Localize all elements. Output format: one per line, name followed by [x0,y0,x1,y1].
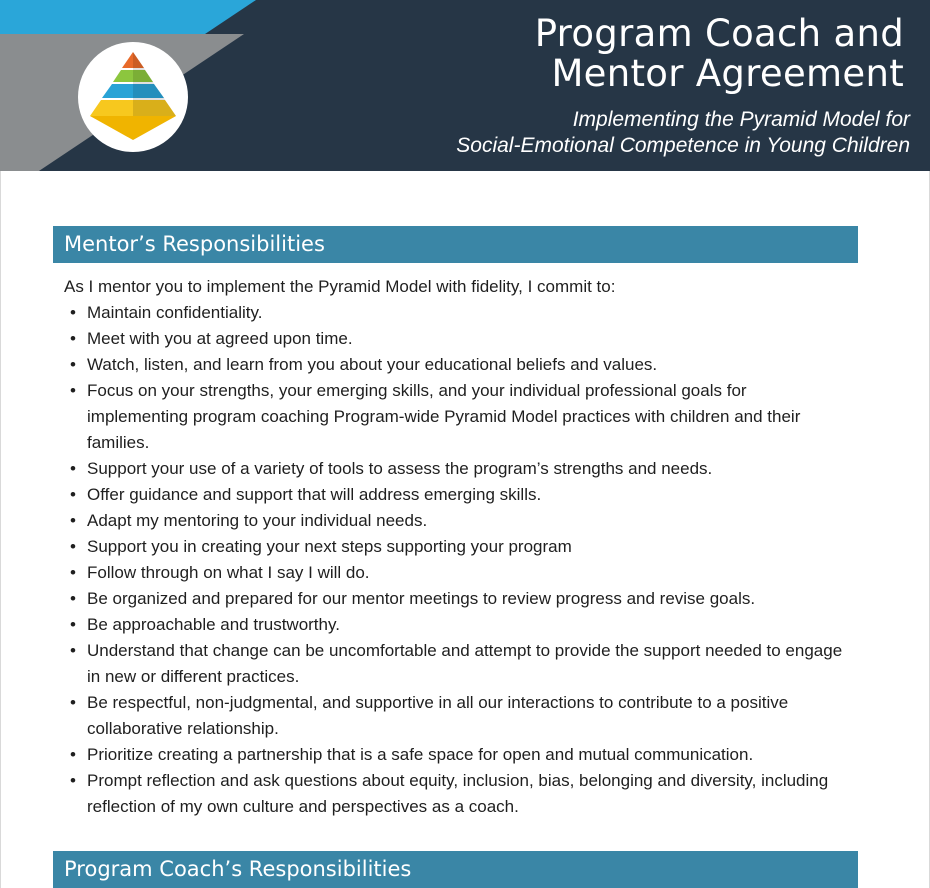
program-coach-responsibilities-heading: Program Coach’s Responsibilities [53,851,858,888]
mentor-intro-text: As I mentor you to implement the Pyramid Model with fidelity, I commit to: [64,277,616,296]
document-subtitle-line-2: Social-Emotional Competence in Young Children [456,134,910,157]
mentor-responsibilities-heading: Mentor’s Responsibilities [53,226,858,263]
list-item: • Maintain confidentiality. [64,300,844,326]
document-header [0,0,930,171]
document-subtitle-line-1: Implementing the Pyramid Model for [572,108,910,131]
pyramid-model-logo-icon [78,42,188,152]
list-item: • Be organized and prepared for our mentor meetings to review progress and revise goals. [64,586,844,612]
mentor-responsibilities-content [64,274,844,820]
list-item: • Be respectful, non-judgmental, and supportive in all our interactions to contribute to a positive collaborative relationship. [64,690,844,742]
list-item: • Focus on your strengths, your emerging skills, and your individual professional goals for implementing program coaching Program-wide Pyramid Model practices with children and their families. [64,378,844,456]
header-graphic [0,0,260,171]
list-item: • Prompt reflection and ask questions about equity, inclusion, bias, belonging and diversity, including reflection of my own culture and perspectives as a coach. [64,768,844,820]
list-item: • Adapt my mentoring to your individual needs. [64,508,844,534]
mentor-commitments-list [64,300,844,820]
document-subtitle [270,107,910,159]
list-item: • Understand that change can be uncomfortable and attempt to provide the support needed to engage in new or different practices. [64,638,844,690]
document-title [304,14,904,94]
list-item: • Follow through on what I say I will do. [64,560,844,586]
list-item: • Be approachable and trustworthy. [64,612,844,638]
document-title-line-2: Mentor Agreement [551,52,904,95]
list-item: • Support your use of a variety of tools to assess the program’s strengths and needs. [64,456,844,482]
list-item: • Meet with you at agreed upon time. [64,326,844,352]
document-title-line-1: Program Coach and [534,12,904,55]
list-item: • Offer guidance and support that will address emerging skills. [64,482,844,508]
list-item: • Watch, listen, and learn from you about your educational beliefs and values. [64,352,844,378]
list-item: • Support you in creating your next steps supporting your program [64,534,844,560]
list-item: • Prioritize creating a partnership that is a safe space for open and mutual communication. [64,742,844,768]
